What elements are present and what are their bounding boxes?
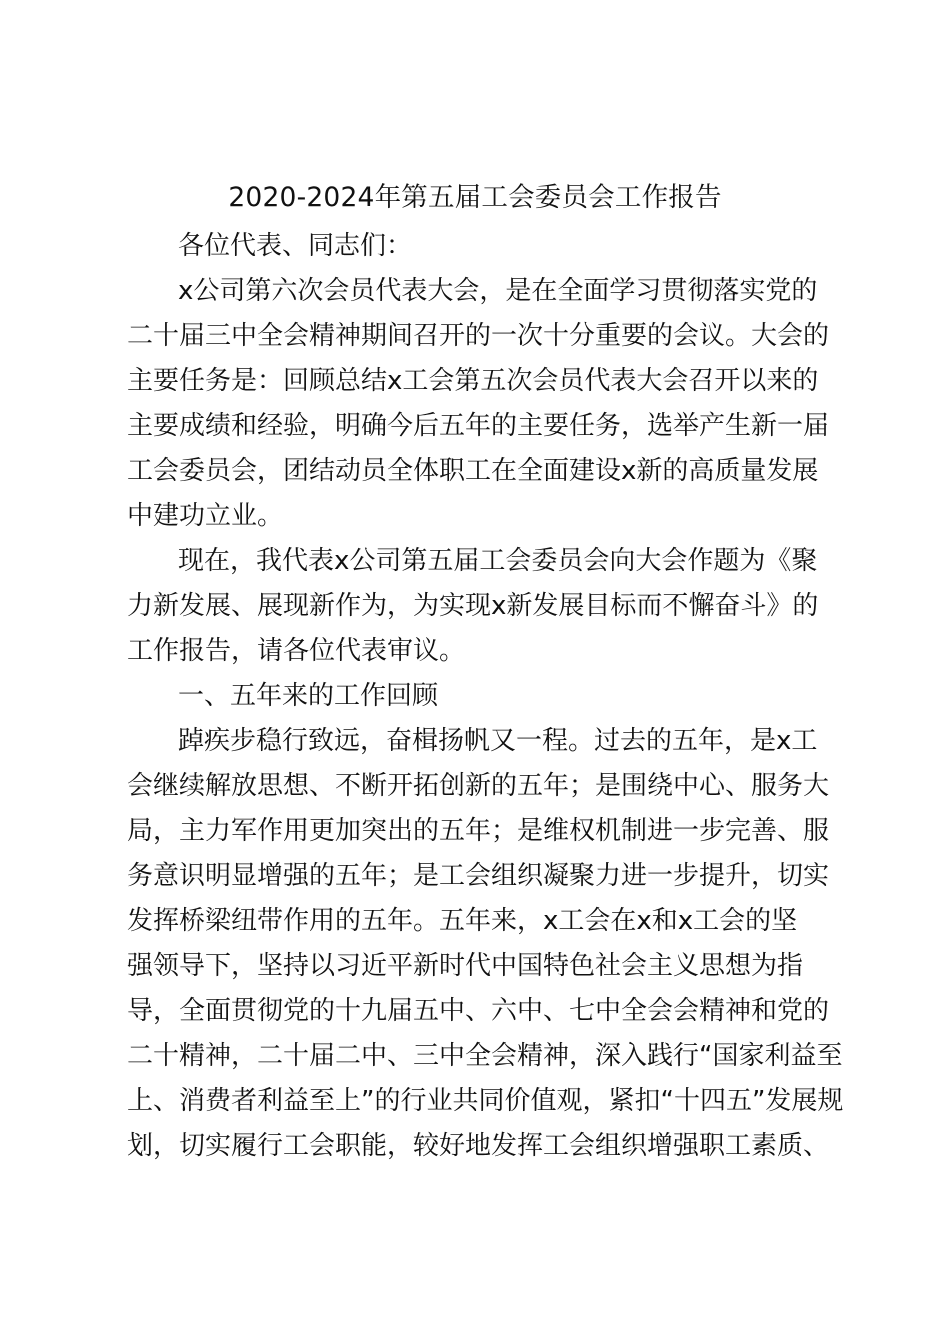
paragraph-line: 现在，我代表x公司第五届工会委员会向大会作题为《聚 — [178, 546, 818, 576]
paragraph-line: 中建功立业。 — [127, 501, 284, 531]
paragraph-line: 划，切实履行工会职能，较好地发挥工会组织增强职工素质、 — [127, 1131, 830, 1161]
paragraph-line: 主要任务是：回顾总结x工会第五次会员代表大会召开以来的 — [127, 366, 819, 396]
paragraph-line: 力新发展、展现新作为，为实现x新发展目标而不懈奋斗》的 — [127, 591, 819, 621]
paragraph-line: 务意识明显增强的五年；是工会组织凝聚力进一步提升，切实 — [127, 861, 830, 891]
paragraph-line: 强领导下，坚持以习近平新时代中国特色社会主义思想为指 — [127, 951, 804, 981]
paragraph-line: x公司第六次会员代表大会，是在全面学习贯彻落实党的 — [178, 276, 818, 306]
paragraph-line: 主要成绩和经验，明确今后五年的主要任务，选举产生新一届 — [127, 411, 830, 441]
paragraph-line: 会继续解放思想、不断开拓创新的五年；是围绕中心、服务大 — [127, 771, 830, 801]
paragraph-line: 踔疾步稳行致远，奋楫扬帆又一程。过去的五年，是x工 — [178, 726, 818, 756]
document-title: 2020-2024年第五届工会委员会工作报告 — [228, 182, 722, 213]
paragraph-line: 二十届三中全会精神期间召开的一次十分重要的会议。大会的 — [127, 321, 830, 351]
paragraph-line: 工作报告，请各位代表审议。 — [127, 636, 466, 666]
paragraph-line: 上、消费者利益至上”的行业共同价值观，紧扣“十四五”发展规 — [127, 1086, 844, 1116]
salutation: 各位代表、同志们： — [178, 231, 413, 261]
paragraph-line: 导，全面贯彻党的十九届五中、六中、七中全会会精神和党的 — [127, 996, 830, 1026]
paragraph-line: 发挥桥梁纽带作用的五年。五年来，x工会在x和x工会的坚 — [127, 906, 798, 936]
paragraph-line: 局，主力军作用更加突出的五年；是维权机制进一步完善、服 — [127, 816, 830, 846]
section-heading: 一、五年来的工作回顾 — [178, 681, 439, 711]
paragraph-line: 工会委员会，团结动员全体职工在全面建设x新的高质量发展 — [127, 456, 819, 486]
paragraph-line: 二十精神，二十届二中、三中全会精神，深入践行“国家利益至 — [127, 1041, 843, 1071]
